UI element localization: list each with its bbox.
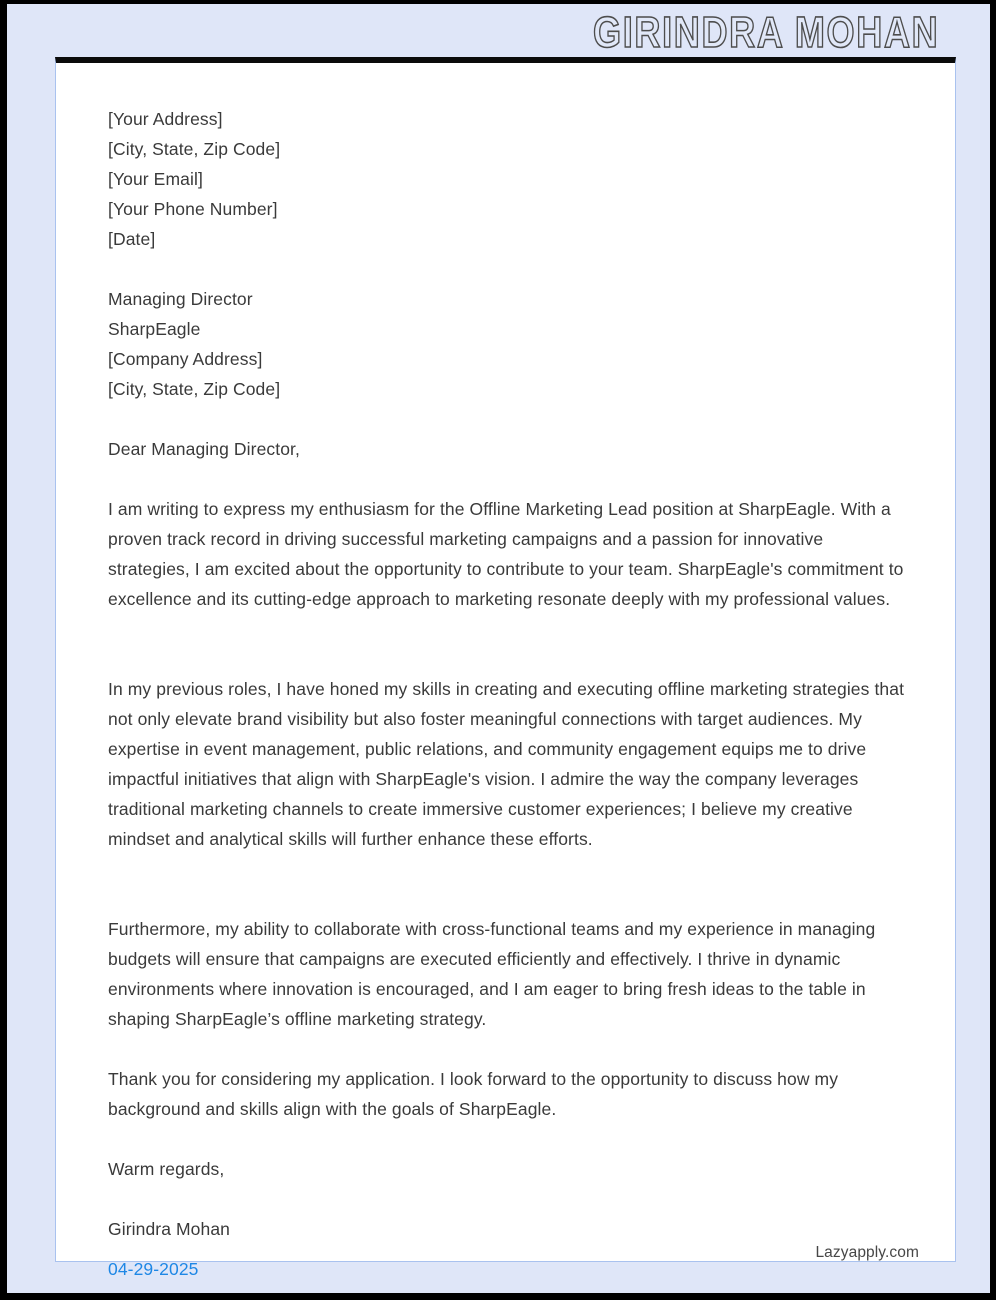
letter-page [55, 57, 956, 1279]
recipient-block [108, 284, 906, 404]
signature-name: Girindra Mohan [108, 1219, 231, 1239]
body-paragraph-4: Thank you for considering my application. I look forward to the opportunity to discuss how my background and skills align with the goals of SharpEagle. [108, 1069, 839, 1119]
sender-address-block [108, 104, 906, 254]
body-paragraph-1: I am writing to express my enthusiasm for the Offline Marketing Lead position at SharpEagle. With a proven track record in driving successful marketing campaigns and a passion for innovative strategies, I am excited about the opportunity to contribute to your team. SharpEagle's commitment to excellence and its cutting-edge approach to marketing resonate deeply with my professional values. [108, 499, 904, 609]
sender-address-line: [Your Address] [108, 109, 223, 129]
sender-phone-line: [Your Phone Number] [108, 199, 278, 219]
sender-city-line: [City, State, Zip Code] [108, 139, 281, 159]
recipient-address-line: [Company Address] [108, 349, 263, 369]
date-text: 04-29-2025 [108, 1259, 199, 1279]
recipient-company-line: SharpEagle [108, 319, 201, 339]
recipient-title-line: Managing Director [108, 289, 253, 309]
page-background [7, 4, 990, 1293]
header-name: GIRINDRA MOHAN [592, 8, 939, 57]
sender-email-line: [Your Email] [108, 169, 203, 189]
watermark-link[interactable]: Lazyapply.com [815, 1244, 919, 1261]
body-paragraph-2: In my previous roles, I have honed my skills in creating and executing offline marketing strategies that not only elevate brand visibility but also foster meaningful connections with target audiences. My expertise in event management, public relations, and community engagement equips me to drive impactful initiatives that align with SharpEagle's vision. I admire the way the company leverages traditional marketing channels to create immersive customer experiences; I believe my creative mindset and analytical skills will further enhance these efforts. [108, 679, 905, 849]
recipient-city-line: [City, State, Zip Code] [108, 379, 281, 399]
sender-date-line: [Date] [108, 229, 156, 249]
salutation: Dear Managing Director, [108, 439, 300, 459]
closing-line: Warm regards, [108, 1159, 225, 1179]
body-paragraph-3: Furthermore, my ability to collaborate with cross-functional teams and my experience in managing budgets will ensure that campaigns are executed efficiently and effectively. I thrive in dynamic environments where innovation is encouraged, and I am eager to bring fresh ideas to the table in shaping SharpEagle’s offline marketing strategy. [108, 919, 876, 1029]
